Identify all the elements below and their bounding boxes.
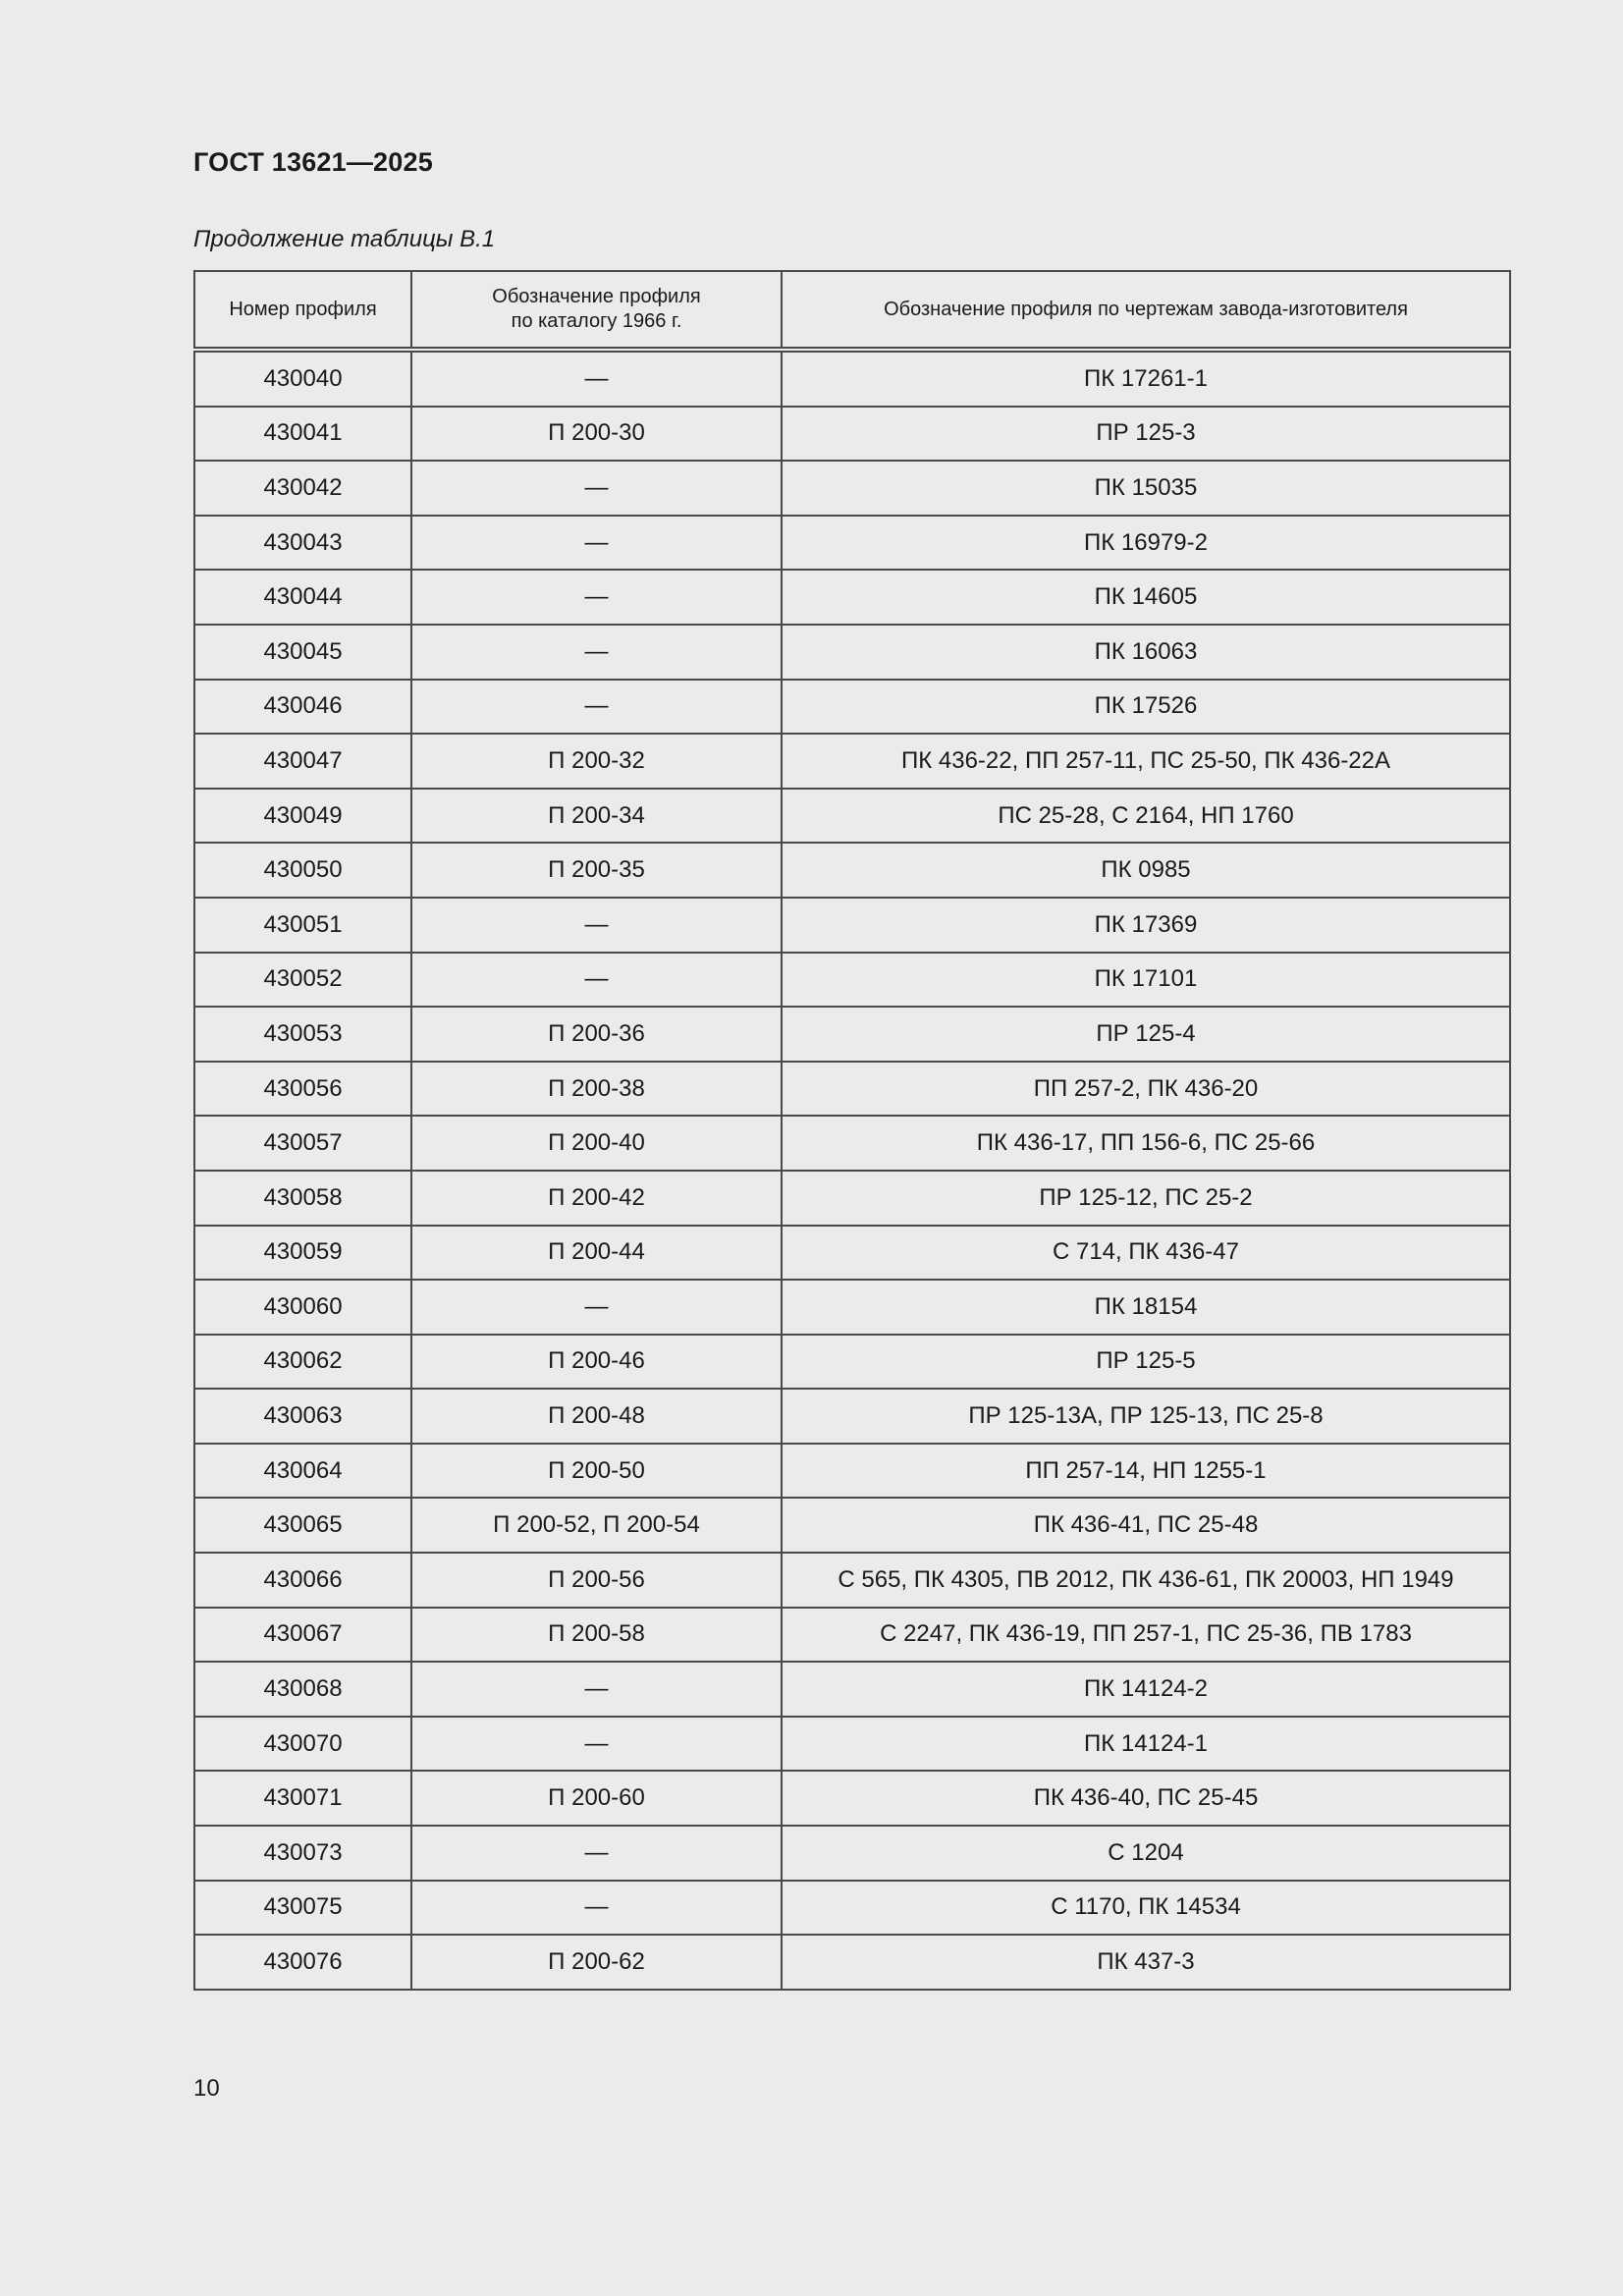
cell-catalog-designation: П 200-62 — [411, 1935, 782, 1990]
cell-factory-designation: ПР 125-5 — [782, 1335, 1510, 1390]
cell-catalog-designation: П 200-40 — [411, 1116, 782, 1171]
cell-catalog-designation: П 200-35 — [411, 843, 782, 898]
cell-catalog-designation: П 200-52, П 200-54 — [411, 1498, 782, 1553]
cell-factory-designation: ПР 125-12, ПС 25-2 — [782, 1171, 1510, 1226]
table-row — [194, 1444, 1510, 1499]
cell-catalog-designation: — — [411, 1717, 782, 1772]
cell-factory-designation: С 714, ПК 436-47 — [782, 1226, 1510, 1281]
cell-profile-number: 430043 — [194, 516, 411, 571]
cell-profile-number: 430046 — [194, 680, 411, 735]
cell-catalog-designation: — — [411, 898, 782, 953]
cell-factory-designation: С 565, ПК 4305, ПВ 2012, ПК 436-61, ПК 20003, НП 1949 — [782, 1553, 1510, 1608]
cell-factory-designation: ПК 17526 — [782, 680, 1510, 735]
column-header-factory-designation: Обозначение профиля по чертежам завода-изготовителя — [782, 271, 1510, 350]
cell-factory-designation: ПК 14124-1 — [782, 1717, 1510, 1772]
profile-table-container — [193, 270, 1509, 1991]
table-row — [194, 1062, 1510, 1117]
cell-catalog-designation: П 200-44 — [411, 1226, 782, 1281]
cell-profile-number: 430073 — [194, 1826, 411, 1881]
table-row — [194, 1553, 1510, 1608]
cell-factory-designation: С 2247, ПК 436-19, ПП 257-1, ПС 25-36, ПВ 1783 — [782, 1608, 1510, 1663]
cell-catalog-designation: — — [411, 516, 782, 571]
cell-catalog-designation: П 200-58 — [411, 1608, 782, 1663]
cell-profile-number: 430071 — [194, 1771, 411, 1826]
cell-profile-number: 430052 — [194, 953, 411, 1008]
cell-catalog-designation: П 200-36 — [411, 1007, 782, 1062]
cell-profile-number: 430053 — [194, 1007, 411, 1062]
cell-factory-designation: ПС 25-28, С 2164, НП 1760 — [782, 789, 1510, 844]
cell-catalog-designation: П 200-30 — [411, 407, 782, 462]
table-row — [194, 1826, 1510, 1881]
cell-factory-designation: ПР 125-3 — [782, 407, 1510, 462]
profile-table — [193, 270, 1511, 1991]
cell-profile-number: 430075 — [194, 1881, 411, 1936]
cell-profile-number: 430056 — [194, 1062, 411, 1117]
table-row — [194, 1171, 1510, 1226]
cell-catalog-designation: П 200-38 — [411, 1062, 782, 1117]
cell-factory-designation: ПК 17101 — [782, 953, 1510, 1008]
cell-profile-number: 430066 — [194, 1553, 411, 1608]
table-row — [194, 1608, 1510, 1663]
cell-profile-number: 430059 — [194, 1226, 411, 1281]
cell-profile-number: 430057 — [194, 1116, 411, 1171]
table-row — [194, 1116, 1510, 1171]
table-row — [194, 1771, 1510, 1826]
table-row — [194, 1717, 1510, 1772]
page-number: 10 — [193, 2075, 220, 2102]
cell-factory-designation: ПП 257-14, НП 1255-1 — [782, 1444, 1510, 1499]
table-header-row — [194, 271, 1510, 350]
cell-catalog-designation: П 200-46 — [411, 1335, 782, 1390]
cell-profile-number: 430065 — [194, 1498, 411, 1553]
cell-profile-number: 430058 — [194, 1171, 411, 1226]
cell-profile-number: 430063 — [194, 1389, 411, 1444]
cell-profile-number: 430068 — [194, 1662, 411, 1717]
cell-factory-designation: ПК 14605 — [782, 570, 1510, 625]
table-row — [194, 953, 1510, 1008]
cell-factory-designation: ПК 14124-2 — [782, 1662, 1510, 1717]
cell-catalog-designation: — — [411, 1662, 782, 1717]
table-row — [194, 1881, 1510, 1936]
cell-catalog-designation: П 200-42 — [411, 1171, 782, 1226]
cell-catalog-designation: — — [411, 350, 782, 407]
table-row — [194, 516, 1510, 571]
table-row — [194, 1389, 1510, 1444]
column-header-catalog-designation: Обозначение профиля по каталогу 1966 г. — [411, 271, 782, 350]
cell-factory-designation: ПК 17261-1 — [782, 350, 1510, 407]
table-row — [194, 570, 1510, 625]
cell-profile-number: 430047 — [194, 734, 411, 789]
cell-profile-number: 430042 — [194, 461, 411, 516]
table-body — [194, 350, 1510, 1990]
cell-factory-designation: ПК 436-17, ПП 156-6, ПС 25-66 — [782, 1116, 1510, 1171]
cell-catalog-designation: П 200-32 — [411, 734, 782, 789]
cell-profile-number: 430067 — [194, 1608, 411, 1663]
cell-factory-designation: ПК 0985 — [782, 843, 1510, 898]
cell-catalog-designation: — — [411, 570, 782, 625]
cell-profile-number: 430062 — [194, 1335, 411, 1390]
document-header: ГОСТ 13621—2025 — [193, 147, 433, 177]
cell-factory-designation: ПК 15035 — [782, 461, 1510, 516]
cell-profile-number: 430041 — [194, 407, 411, 462]
table-row — [194, 1007, 1510, 1062]
table-row — [194, 680, 1510, 735]
cell-profile-number: 430051 — [194, 898, 411, 953]
cell-catalog-designation: — — [411, 680, 782, 735]
cell-profile-number: 430070 — [194, 1717, 411, 1772]
cell-catalog-designation: П 200-50 — [411, 1444, 782, 1499]
cell-factory-designation: ПР 125-13А, ПР 125-13, ПС 25-8 — [782, 1389, 1510, 1444]
table-row — [194, 898, 1510, 953]
cell-factory-designation: ПК 16979-2 — [782, 516, 1510, 571]
cell-catalog-designation: П 200-60 — [411, 1771, 782, 1826]
cell-factory-designation: С 1204 — [782, 1826, 1510, 1881]
cell-profile-number: 430040 — [194, 350, 411, 407]
cell-catalog-designation: — — [411, 953, 782, 1008]
table-caption: Продолжение таблицы В.1 — [193, 226, 496, 252]
cell-factory-designation: С 1170, ПК 14534 — [782, 1881, 1510, 1936]
cell-catalog-designation: П 200-34 — [411, 789, 782, 844]
table-row — [194, 350, 1510, 407]
cell-factory-designation: ПК 437-3 — [782, 1935, 1510, 1990]
table-row — [194, 1935, 1510, 1990]
cell-factory-designation: ПК 16063 — [782, 625, 1510, 680]
cell-factory-designation: ПК 436-41, ПС 25-48 — [782, 1498, 1510, 1553]
cell-factory-designation: ПК 17369 — [782, 898, 1510, 953]
cell-profile-number: 430049 — [194, 789, 411, 844]
table-row — [194, 1662, 1510, 1717]
cell-catalog-designation: П 200-48 — [411, 1389, 782, 1444]
cell-catalog-designation: — — [411, 461, 782, 516]
table-row — [194, 407, 1510, 462]
cell-factory-designation: ПР 125-4 — [782, 1007, 1510, 1062]
cell-catalog-designation: — — [411, 1826, 782, 1881]
cell-profile-number: 430060 — [194, 1280, 411, 1335]
cell-profile-number: 430050 — [194, 843, 411, 898]
column-header-profile-number: Номер профиля — [194, 271, 411, 350]
cell-factory-designation: ПК 436-40, ПС 25-45 — [782, 1771, 1510, 1826]
cell-catalog-designation: — — [411, 1280, 782, 1335]
cell-catalog-designation: П 200-56 — [411, 1553, 782, 1608]
cell-factory-designation: ПК 18154 — [782, 1280, 1510, 1335]
table-row — [194, 789, 1510, 844]
table-row — [194, 734, 1510, 789]
table-row — [194, 1226, 1510, 1281]
cell-profile-number: 430044 — [194, 570, 411, 625]
table-row — [194, 843, 1510, 898]
table-row — [194, 1335, 1510, 1390]
cell-catalog-designation: — — [411, 1881, 782, 1936]
cell-profile-number: 430045 — [194, 625, 411, 680]
table-row — [194, 1498, 1510, 1553]
cell-factory-designation: ПК 436-22, ПП 257-11, ПС 25-50, ПК 436-22А — [782, 734, 1510, 789]
table-row — [194, 1280, 1510, 1335]
table-row — [194, 461, 1510, 516]
table-header — [194, 271, 1510, 350]
cell-catalog-designation: — — [411, 625, 782, 680]
table-row — [194, 625, 1510, 680]
cell-profile-number: 430076 — [194, 1935, 411, 1990]
cell-factory-designation: ПП 257-2, ПК 436-20 — [782, 1062, 1510, 1117]
cell-profile-number: 430064 — [194, 1444, 411, 1499]
